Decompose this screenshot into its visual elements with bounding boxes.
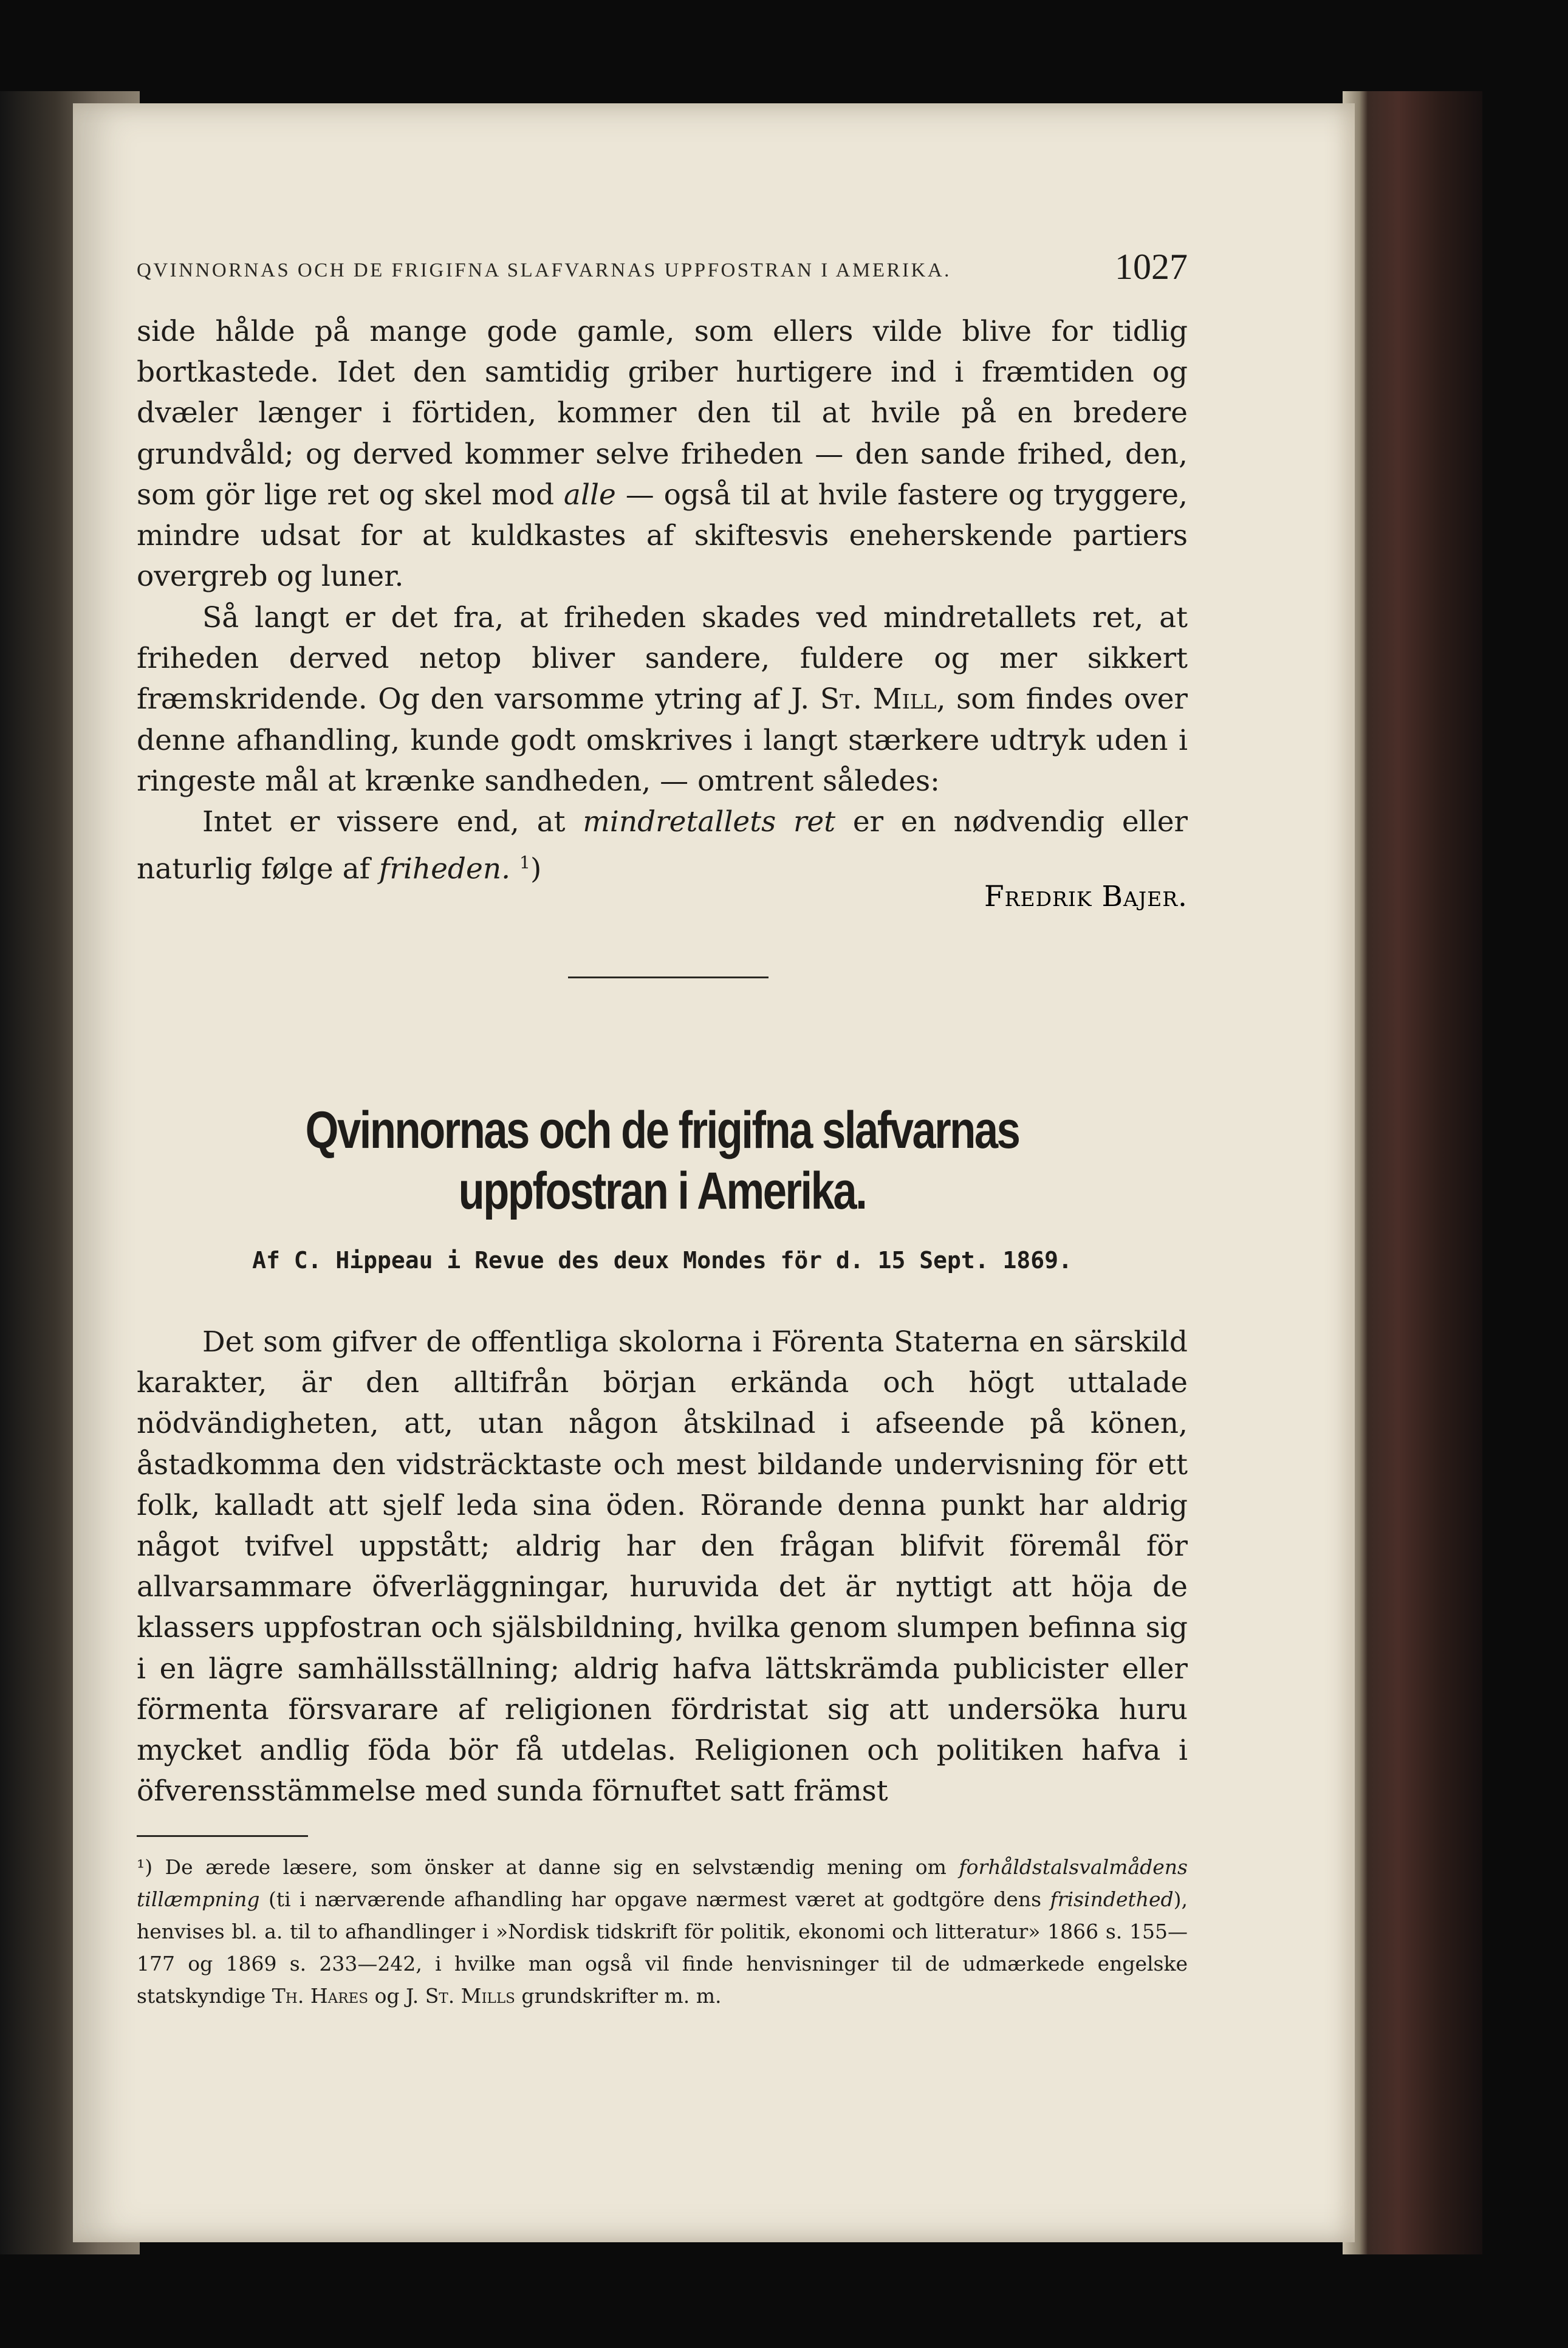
p3-italic-2: friheden. [378,852,511,886]
paragraph-3 [137,802,1188,890]
author-signature: Fredrik Bajer. [984,880,1188,913]
footnote-text-2: (ti i nærværende afhandling har opgave nærmest været at godtgöre dens [268,1887,1042,1911]
footnote-divider [137,1835,308,1837]
section-divider [568,977,769,978]
footnote-italic-2: frisindethed [1050,1887,1174,1911]
p3-text-mid: er en nødvendig eller naturlig følge af [137,805,1188,886]
article-title: Qvinnornas och de frigifna slafvarnas uppfostran i Amerika. [305,1101,1019,1220]
article-byline: Af C. Hippeau i Revue des deux Mondes för d. 15 Sept. 1869. [252,1247,1072,1274]
p2-smallcaps: St. Mill [820,682,937,716]
book-cover-right [1343,91,1482,2254]
running-header [137,246,1188,295]
footnote-italic-1: forhåldstalsvalmådens tillæmpning [137,1855,1188,1911]
footnote-ref: 1 [519,853,530,873]
footnote-smallcaps-2: St. Mills [425,1984,515,2008]
footnote [137,1851,1188,2012]
page-number: 1027 [1115,247,1188,287]
p2-text-end: , som findes over denne afhandling, kunde godt omskrives i langt stærkere udtryk uden i ringeste mål at krænke sandheden, — omtrent således: [137,682,1188,798]
footnote-text-1: De ærede læsere, som önsker at danne sig en selvstændig mening om [165,1855,947,1879]
p3-italic-1: mindretallets ret [583,805,836,839]
article-body: Det som gifver de offentliga skolorna i Förenta Staterna en särskild karakter, är den alltifrån början erkända och högt uttalade nödvändigheten, att, utan någon åtskilnad i afseende på könen, åstadkomma den vidsträcktaste och mest bildande undervisning för ett folk, kalladt att sjelf leda sina öden. Rörande denna punkt har aldrig något tvifvel uppstått; aldrig har den frågan blifvit föremål för allvarsammare öfverläggningar, huruvida det är nyttigt att höja de klassers uppfostran och själsbildning, hvilka genom slumpen befinna sig i en lägre samhällsställning; aldrig hafva lättskrämda publicister eller förmenta försvarare af religionen fördristat sig att undersöka huru mycket andlig föda bör få utdelas. Religionen och politiken hafva i öfverensstämmelse med sunda förnuftet satt främst [137,1325,1188,1808]
p1-italic: alle [563,478,616,512]
p1-text-end: — også til at hvile fastere og tryggere, mindre udsat for at kuldkastes af skiftesvis eneherskende partiers overgreb og luner. [137,478,1188,594]
footnote-text-3: ), henvises bl. a. til to afhandlinger i »Nordisk tidskrift för politik, ekonomi och litteratur» 1866 s. 155—177 og 1869 s. 233—242, i hvilke man også vil finde henvisninger til de udmærkede engelske statskyndige [137,1887,1188,2008]
p3-text: Intet er vissere end, at [202,805,566,839]
footnote-text-4: og J. [374,1984,419,2008]
p3-text-end: ) [530,852,542,886]
paragraph-1 [137,311,1188,597]
p2-text: Så langt er det fra, at friheden skades ved mindretallets ret, at friheden derved netop bliver sandere, fuldere og mer sikkert fræmskridende. Og den varsomme ytring af J. [137,601,1188,716]
footnote-smallcaps-1: Th. Hares [272,1984,369,2008]
footnote-text-5: grundskrifter m. m. [521,1984,722,2008]
footnote-marker: ¹) [137,1855,153,1879]
p1-text: side hålde på mange gode gamle, som ellers vilde blive for tidlig bortkastede. Idet den samtidig griber hurtigere ind i fræmtiden og dvæler længer i förtiden, kommer den til at hvile på en bredere grundvåld; og derved kommer selve friheden — den sande frihed, den, som gör lige ret og skel mod [137,315,1188,512]
paragraph-2 [137,597,1188,802]
running-title: QVINNORNAS OCH DE FRIGIFNA SLAFVARNAS UPPFOSTRAN I AMERIKA. [137,259,951,281]
